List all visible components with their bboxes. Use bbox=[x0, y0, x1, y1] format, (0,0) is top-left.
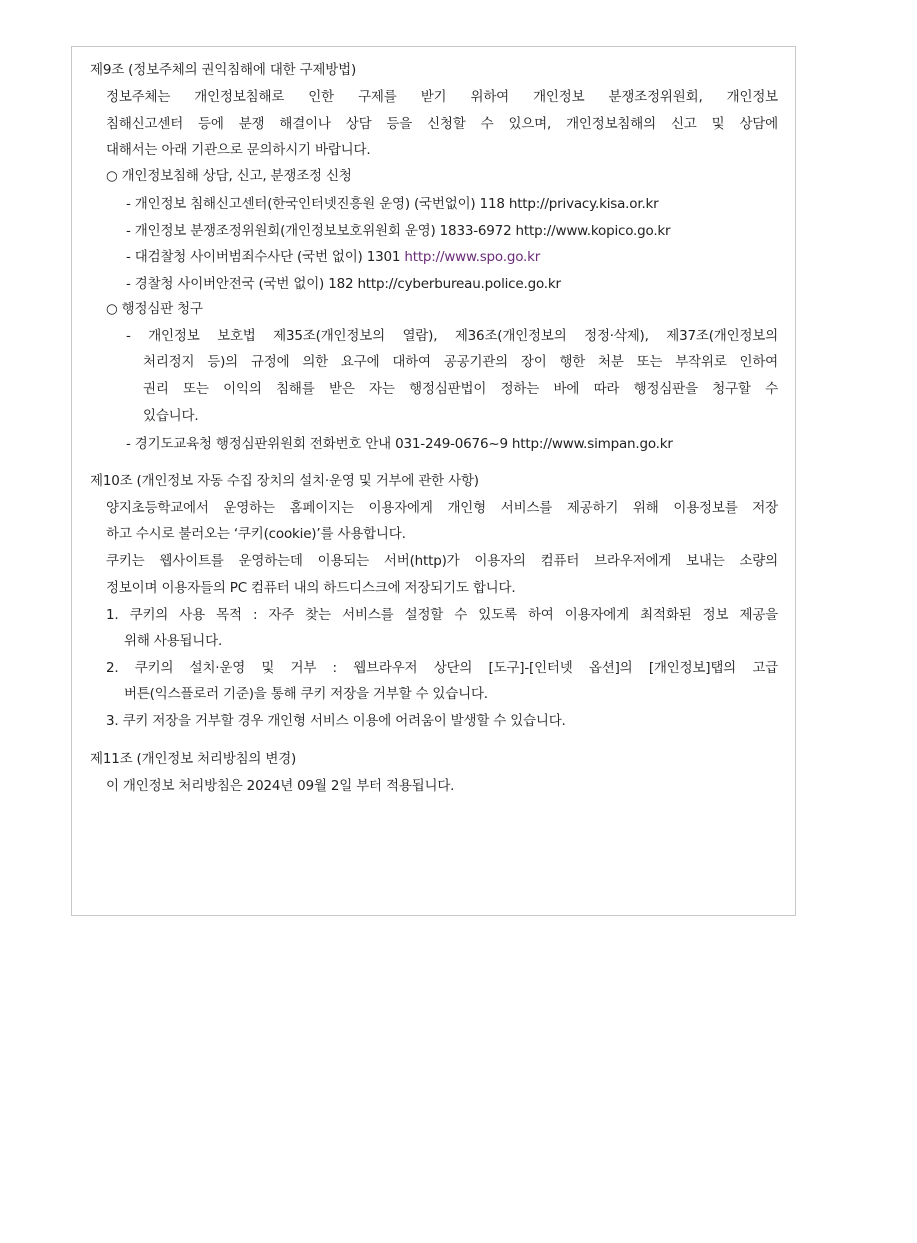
contact-item-spo-text: - 대검찰청 사이버범죄수사단 (국번 없이) 1301 bbox=[126, 249, 405, 265]
article-10-para-line: 양지초등학교에서 운영하는 홈페이지는 이용자에게 개인형 서비스를 제공하기 위해 이용정보를 저장 bbox=[106, 500, 778, 516]
article-9-intro-line: 대해서는 아래 기관으로 문의하시기 바랍니다. bbox=[106, 142, 371, 158]
cookie-item-1: 1. 쿠키의 사용 목적 : 자주 찾는 서비스를 설정할 수 있도록 하여 이용자에게 최적화된 정보 제공을 bbox=[106, 607, 778, 623]
article-10-para-line: 쿠키는 웹사이트를 운영하는데 이용되는 서버(http)가 이용자의 컴퓨터 브라우저에게 보내는 소량의 bbox=[106, 553, 778, 569]
article-10-heading: 제10조 (개인정보 자동 수집 장치의 설치·운영 및 거부에 관한 사항) bbox=[90, 473, 479, 489]
article-9-intro-line: 침해신고센터 등에 분쟁 해결이나 상담 등을 신청할 수 있으며, 개인정보침해의 신고 및 상담에 bbox=[106, 116, 778, 132]
appeal-item-line: 있습니다. bbox=[143, 408, 199, 424]
cookie-item-3: 3. 쿠키 저장을 거부할 경우 개인형 서비스 이용에 어려움이 발생할 수 있습니다. bbox=[106, 713, 566, 729]
appeal-item-line: 처리정지 등)의 규정에 의한 요구에 대하여 공공기관의 장이 행한 처분 또는 부작위로 인하여 bbox=[143, 354, 778, 370]
appeal-item-line: 권리 또는 이익의 침해를 받은 자는 행정심판법이 정하는 바에 따라 행정심판을 청구할 수 bbox=[143, 381, 778, 397]
article-11-text: 이 개인정보 처리방침은 2024년 09월 2일 부터 적용됩니다. bbox=[106, 778, 455, 794]
contact-item-police: - 경찰청 사이버안전국 (국번 없이) 182 http://cyberbureau.police.go.kr bbox=[126, 276, 561, 292]
cookie-item-1-cont: 위해 사용됩니다. bbox=[124, 633, 223, 649]
article-10-para-line: 하고 수시로 불러오는 ‘쿠키(cookie)’를 사용합니다. bbox=[106, 526, 406, 542]
article-9-intro-line: 정보주체는 개인정보침해로 인한 구제를 받기 위하여 개인정보 분쟁조정위원회, 개인정보 bbox=[106, 89, 778, 105]
contact-item-spo bbox=[126, 246, 540, 268]
article-10-para-line: 정보이며 이용자들의 PC 컴퓨터 내의 하드디스크에 저장되기도 합니다. bbox=[106, 580, 516, 596]
cookie-item-2: 2. 쿠키의 설치·운영 및 거부 : 웹브라우저 상단의 [도구]-[인터넷 옵션]의 [개인정보]탭의 고급 bbox=[106, 660, 778, 676]
contact-item-kopico: - 개인정보 분쟁조정위원회(개인정보보호위원회 운영) 1833-6972 http://www.kopico.go.kr bbox=[126, 223, 671, 239]
article-11-heading: 제11조 (개인정보 처리방침의 변경) bbox=[90, 751, 297, 767]
spo-link[interactable]: http://www.spo.go.kr bbox=[404, 249, 541, 265]
appeal-item-line: - 개인정보 보호법 제35조(개인정보의 열람), 제36조(개인정보의 정정·삭제), 제37조(개인정보의 bbox=[126, 328, 778, 344]
appeal-item-simpan: - 경기도교육청 행정심판위원회 전화번호 안내 031-249-0676~9 http://www.simpan.go.kr bbox=[126, 436, 673, 452]
cookie-item-2-cont: 버튼(익스플로러 기준)을 통해 쿠키 저장을 거부할 수 있습니다. bbox=[124, 686, 488, 702]
section-1-title: ○ 개인정보침해 상담, 신고, 분쟁조정 신청 bbox=[106, 168, 352, 184]
contact-item-kisa: - 개인정보 침해신고센터(한국인터넷진흥원 운영) (국번없이) 118 http://privacy.kisa.or.kr bbox=[126, 196, 659, 212]
section-2-title: ○ 행정심판 청구 bbox=[106, 301, 203, 317]
article-9-heading: 제9조 (정보주체의 권익침해에 대한 구제방법) bbox=[90, 62, 357, 78]
